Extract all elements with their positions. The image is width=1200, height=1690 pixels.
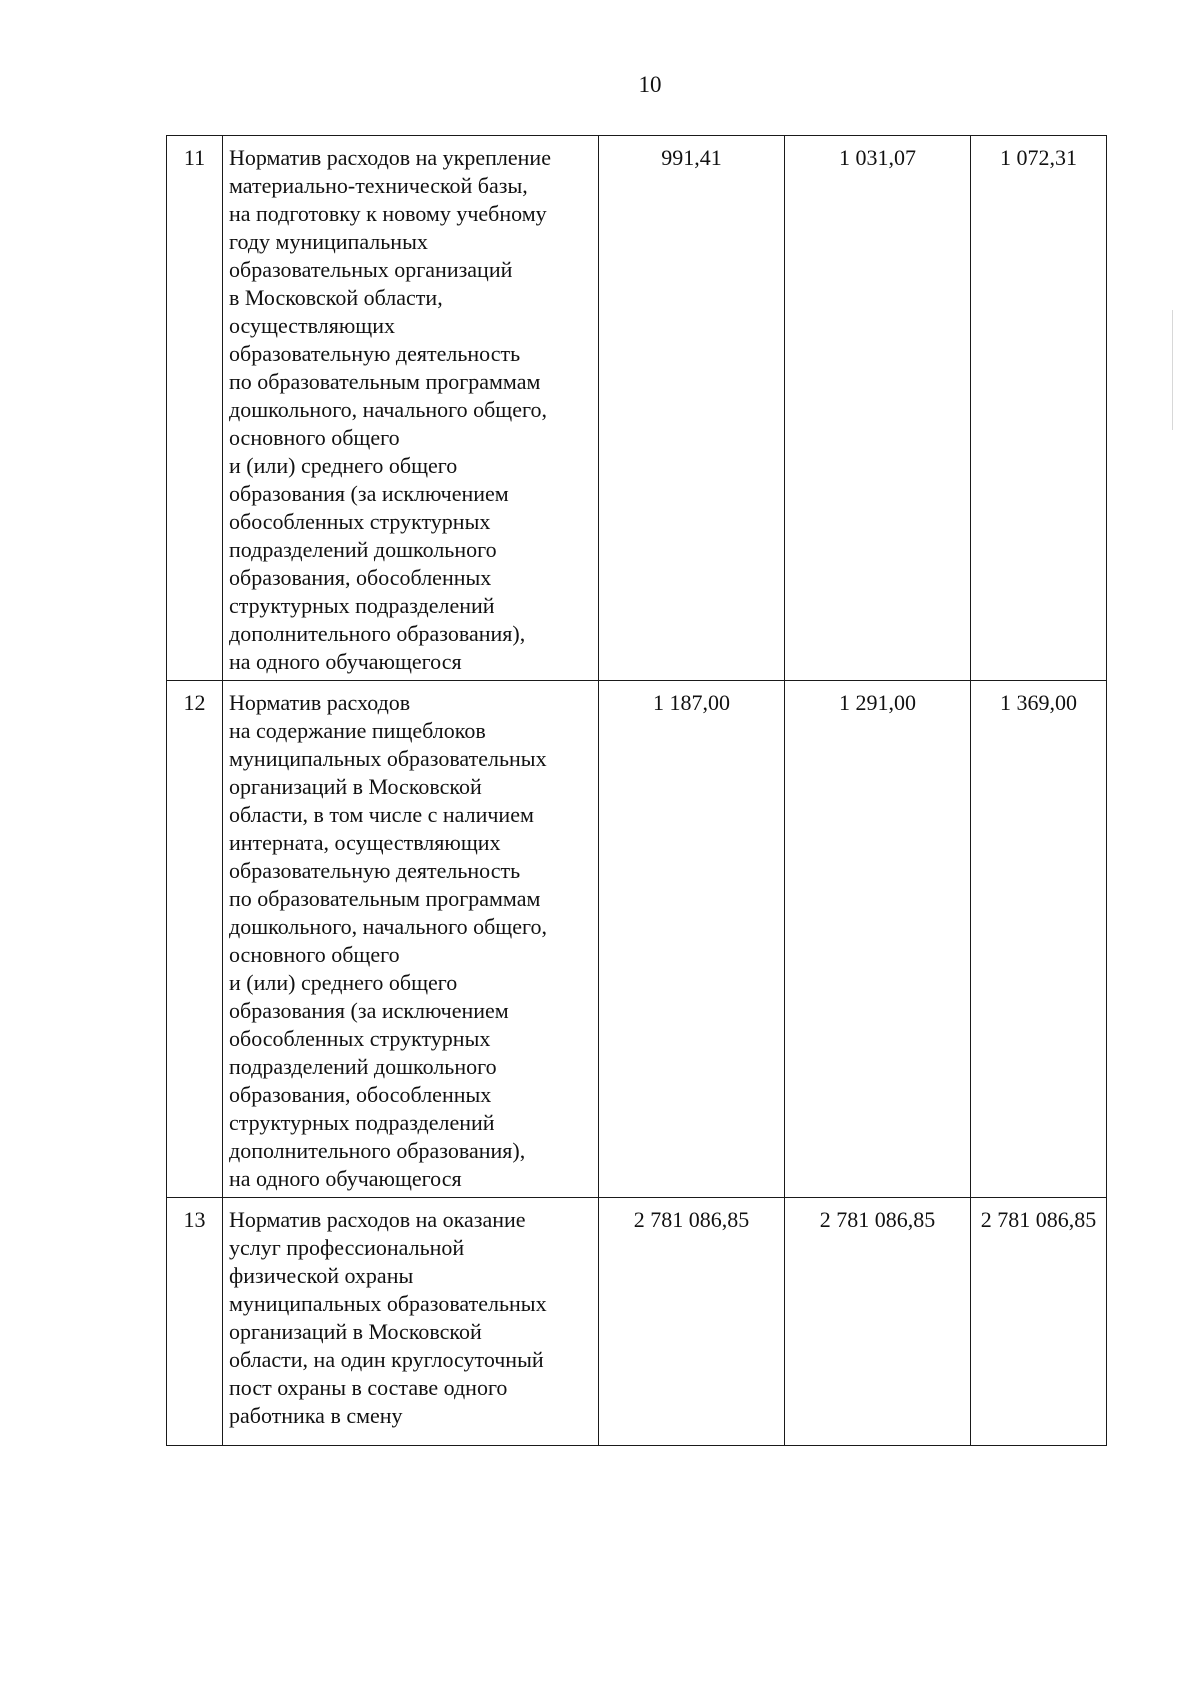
description-line: основного общего — [229, 942, 400, 967]
description-line: обособленных структурных — [229, 1026, 491, 1051]
description-line: организаций в Московской — [229, 774, 482, 799]
description-line: образования (за исключением — [229, 481, 509, 506]
description-line: области, на один круглосуточный — [229, 1347, 544, 1372]
scan-artifact-line — [1172, 310, 1173, 430]
description-line: работника в смену — [229, 1403, 403, 1428]
norms-table — [166, 135, 1107, 1446]
description-line: подразделений дошкольного — [229, 537, 497, 562]
description-line: Норматив расходов — [229, 690, 411, 715]
value-cell-1: 2 781 086,85 — [599, 1198, 785, 1446]
description-line: дополнительного образования), — [229, 1138, 526, 1163]
row-description — [223, 136, 599, 681]
description-line: на подготовку к новому учебному — [229, 201, 547, 226]
table-row — [167, 681, 1107, 1198]
description-line: на содержание пищеблоков — [229, 718, 486, 743]
description-line: образования, обособленных — [229, 565, 492, 590]
description-line: Норматив расходов на укрепление — [229, 145, 551, 170]
description-line: подразделений дошкольного — [229, 1054, 497, 1079]
description-line: Норматив расходов на оказание — [229, 1207, 526, 1232]
description-line: и (или) среднего общего — [229, 970, 458, 995]
description-line: пост охраны в составе одного — [229, 1375, 508, 1400]
row-description — [223, 681, 599, 1198]
description-line: образования (за исключением — [229, 998, 509, 1023]
value-cell-2: 1 291,00 — [785, 681, 971, 1198]
value-cell-3: 1 369,00 — [971, 681, 1107, 1198]
description-line: дошкольного, начального общего, — [229, 397, 547, 422]
description-line: образовательную деятельность — [229, 341, 521, 366]
description-line: материально-технической базы, — [229, 173, 528, 198]
table-row — [167, 136, 1107, 681]
description-line: муниципальных образовательных — [229, 746, 547, 771]
row-number: 13 — [167, 1198, 223, 1446]
description-line: структурных подразделений — [229, 1110, 495, 1135]
description-line: на одного обучающегося — [229, 1166, 462, 1191]
description-line: на одного обучающегося — [229, 649, 462, 674]
description-line: физической охраны — [229, 1263, 414, 1288]
description-line: интерната, осуществляющих — [229, 830, 501, 855]
description-line: услуг профессиональной — [229, 1235, 465, 1260]
description-line: году муниципальных — [229, 229, 428, 254]
description-line: структурных подразделений — [229, 593, 495, 618]
description-line: области, в том числе с наличием — [229, 802, 534, 827]
row-number: 11 — [167, 136, 223, 681]
description-line: в Московской области, — [229, 285, 443, 310]
description-line: дополнительного образования), — [229, 621, 526, 646]
description-line: обособленных структурных — [229, 509, 491, 534]
description-line: дошкольного, начального общего, — [229, 914, 547, 939]
description-line: образовательных организаций — [229, 257, 513, 282]
value-cell-2: 1 031,07 — [785, 136, 971, 681]
norms-table-body — [167, 136, 1107, 1446]
row-description — [223, 1198, 599, 1446]
description-line: образовательную деятельность — [229, 858, 521, 883]
description-line: и (или) среднего общего — [229, 453, 458, 478]
description-line: по образовательным программам — [229, 886, 541, 911]
description-line: осуществляющих — [229, 313, 395, 338]
description-line: образования, обособленных — [229, 1082, 492, 1107]
description-line: организаций в Московской — [229, 1319, 482, 1344]
description-line: основного общего — [229, 425, 400, 450]
value-cell-1: 1 187,00 — [599, 681, 785, 1198]
value-cell-1: 991,41 — [599, 136, 785, 681]
value-cell-3: 1 072,31 — [971, 136, 1107, 681]
page-number: 10 — [638, 72, 662, 97]
row-number: 12 — [167, 681, 223, 1198]
value-cell-2: 2 781 086,85 — [785, 1198, 971, 1446]
table-row — [167, 1198, 1107, 1446]
value-cell-3: 2 781 086,85 — [971, 1198, 1107, 1446]
description-line: муниципальных образовательных — [229, 1291, 547, 1316]
description-line: по образовательным программам — [229, 369, 541, 394]
